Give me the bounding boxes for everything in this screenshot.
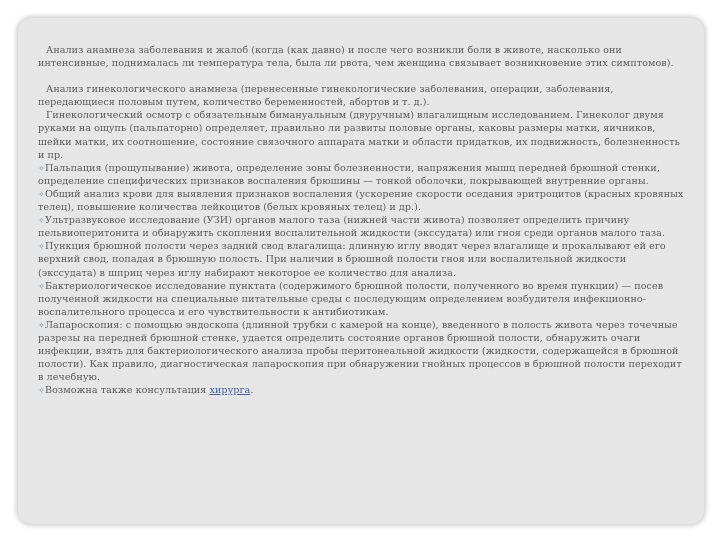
list-item — [38, 319, 686, 384]
list-item-text: Пункция брюшной полости через задний свод влагалища: длинную иглу вводят через влагалище и прокалывают ей его верхний свод, попадая в брюшную полость. При наличии в брюшной полости гноя или воспалительной жидкости (экссудата) в шприц через иглу набирают некоторое ее количество для анализа. — [38, 241, 666, 279]
list-item-text: Лапароскопия: с помощью эндоскопа (длинной трубки с камерой на конце), введенного в полость живота через точечные разрезы на передней брюшной стенке, удается определить состояние органов брюшной полости, обнаружить очаги инфекции, взять для бактериологического анализа пробы перитонеальной жидкости (жидкости, содержащейся в брюшной полости). Как правило, диагностическая лапароскопия при обнаружении гнойных процессов в брюшной полости переходит в лечебную. — [38, 319, 682, 384]
bullet-icon: ✧ — [38, 189, 45, 199]
bullet-icon: ✧ — [38, 163, 45, 173]
consultation-suffix: . — [250, 385, 254, 397]
slide — [18, 18, 704, 524]
bullet-icon: ✧ — [38, 320, 45, 330]
body-text — [38, 44, 686, 397]
list-item — [38, 280, 686, 319]
list-item — [38, 214, 686, 240]
consultation-text: Возможна также консультация — [45, 385, 210, 397]
list-item — [38, 240, 686, 279]
bullet-icon: ✧ — [38, 281, 45, 291]
paragraph-gyn-anamnesis: Анализ гинекологического анамнеза (перенесенные гинекологические заболевания, операции, заболевания, передающиеся половым путем, количество беременностей, абортов и т. д.). — [38, 84, 614, 109]
bullet-icon: ✧ — [38, 386, 45, 396]
list-item — [38, 162, 686, 188]
paragraph-gap — [38, 70, 686, 83]
list-item-text: Ультразвуковое исследование (УЗИ) органов малого таза (нижней части живота) позволяет определить причину пельвиоперитонита и обнаружить скопления воспалительной жидкости (экссудата) или гноя среди органов малого таза. — [38, 215, 666, 240]
bullet-icon: ✧ — [38, 216, 45, 226]
paragraph-gyn-exam: Гинекологический осмотр с обязательным бимануальным (двуручным) влагалищным исследованием. Гинеколог двумя руками на ощупь (пальпаторно) определяет, правильно ли развиты половые органы, каковы размеры матки, яичников, шейки матки, их соотношение, состояние связочного аппарата матки и области придатков, их подвижность, болезненность и пр. — [38, 110, 680, 161]
list-item-text: Пальпация (прощупывание) живота, определение зоны болезненности, напряжения мышц передней брюшной стенки, определение специфических признаков воспаления брюшины — тонкой оболочки, покрывающей внутренние органы. — [38, 162, 660, 187]
list-item — [38, 188, 686, 214]
list-item-consultation — [38, 384, 686, 397]
list-item-text: Общий анализ крови для выявления признаков воспаления (ускорение скорости оседания эритроцитов (красных кровяных телец), повышение количества лейкоцитов (белых кровяных телец) и др.). — [38, 188, 684, 214]
paragraph-anamnesis: Анализ анамнеза заболевания и жалоб (когда (как давно) и после чего возникли боли в животе, насколько они интенсивные, поднималась ли температура тела, была ли рвота, чем женщина связывает возникновение этих симптомов). — [38, 45, 674, 70]
list-item-text: Бактериологическое исследование пунктата (содержимого брюшной полости, полученного во время пункции) — посев полученной жидкости на специальные питательные среды с последующим определением возбудителя инфекционно-воспалительного процесса и его чувствительности к антибиотикам. — [38, 280, 664, 318]
bullet-icon: ✧ — [38, 242, 45, 252]
surgeon-link[interactable]: хирурга — [209, 385, 251, 397]
